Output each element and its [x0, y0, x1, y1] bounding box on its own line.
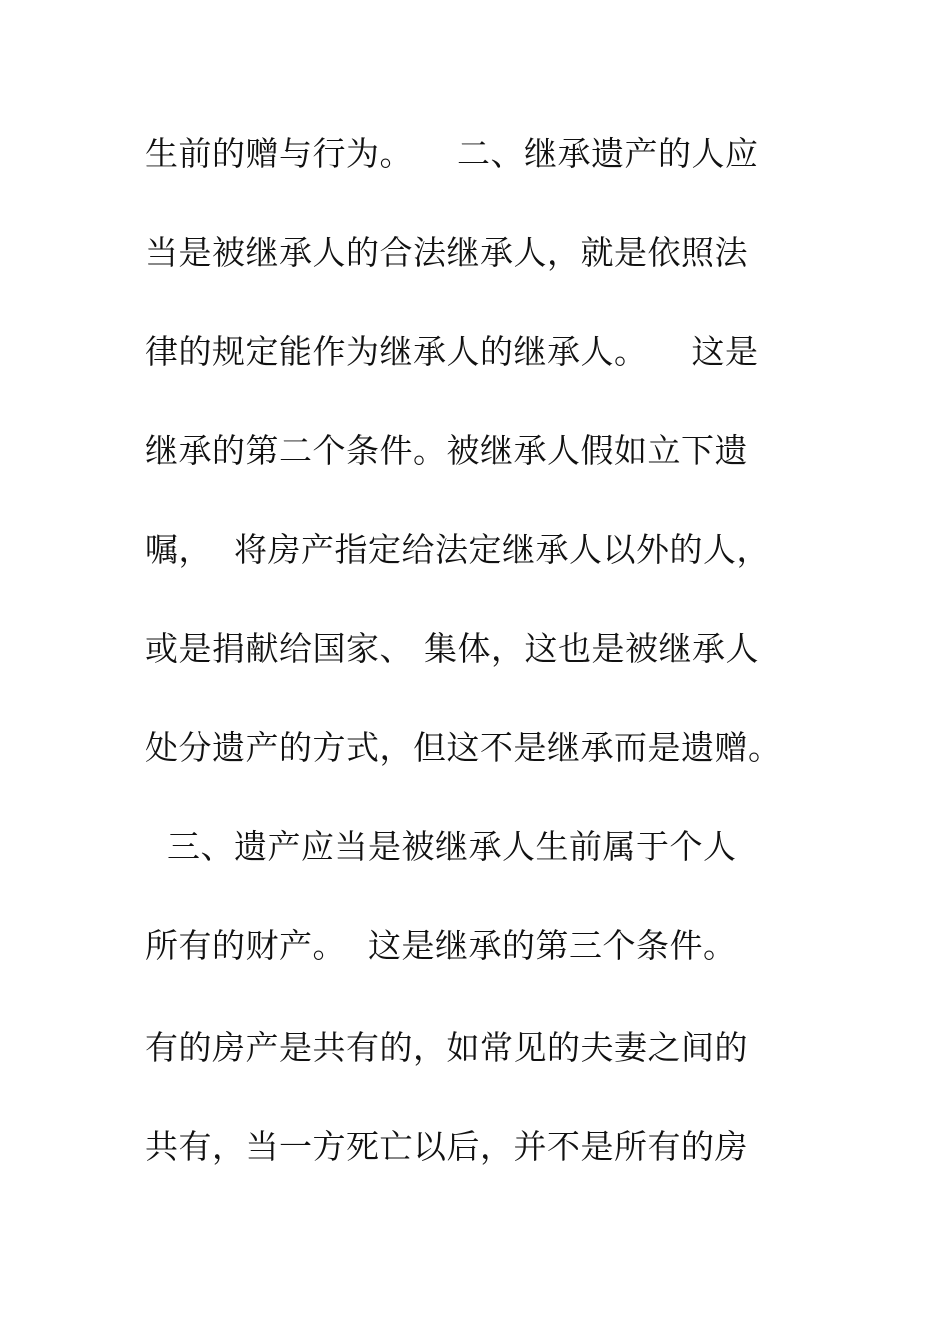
text-line-11: 共有，当一方死亡以后，并不是所有的房	[145, 1127, 748, 1166]
text-line-5: 嘱， 将房产指定给法定继承人以外的人，	[145, 530, 770, 569]
text-line-1: 生前的赠与行为。 二、继承遗产的人应	[145, 134, 759, 173]
text-line-4: 继承的第二个条件。被继承人假如立下遗	[145, 431, 748, 470]
text-line-9: 所有的财产。 这是继承的第三个条件。	[145, 926, 737, 965]
text-line-3: 律的规定能作为继承人的继承人。 这是	[145, 332, 759, 371]
text-line-10: 有的房产是共有的，如常见的夫妻之间的	[145, 1028, 748, 1067]
text-line-7: 处分遗产的方式，但这不是继承而是遗赠。	[145, 728, 782, 767]
text-line-8: 三、遗产应当是被继承人生前属于个人	[145, 827, 737, 866]
text-line-2: 当是被继承人的合法继承人，就是依照法	[145, 233, 748, 272]
text-line-6: 或是捐献给国家、 集体，这也是被继承人	[145, 629, 759, 668]
